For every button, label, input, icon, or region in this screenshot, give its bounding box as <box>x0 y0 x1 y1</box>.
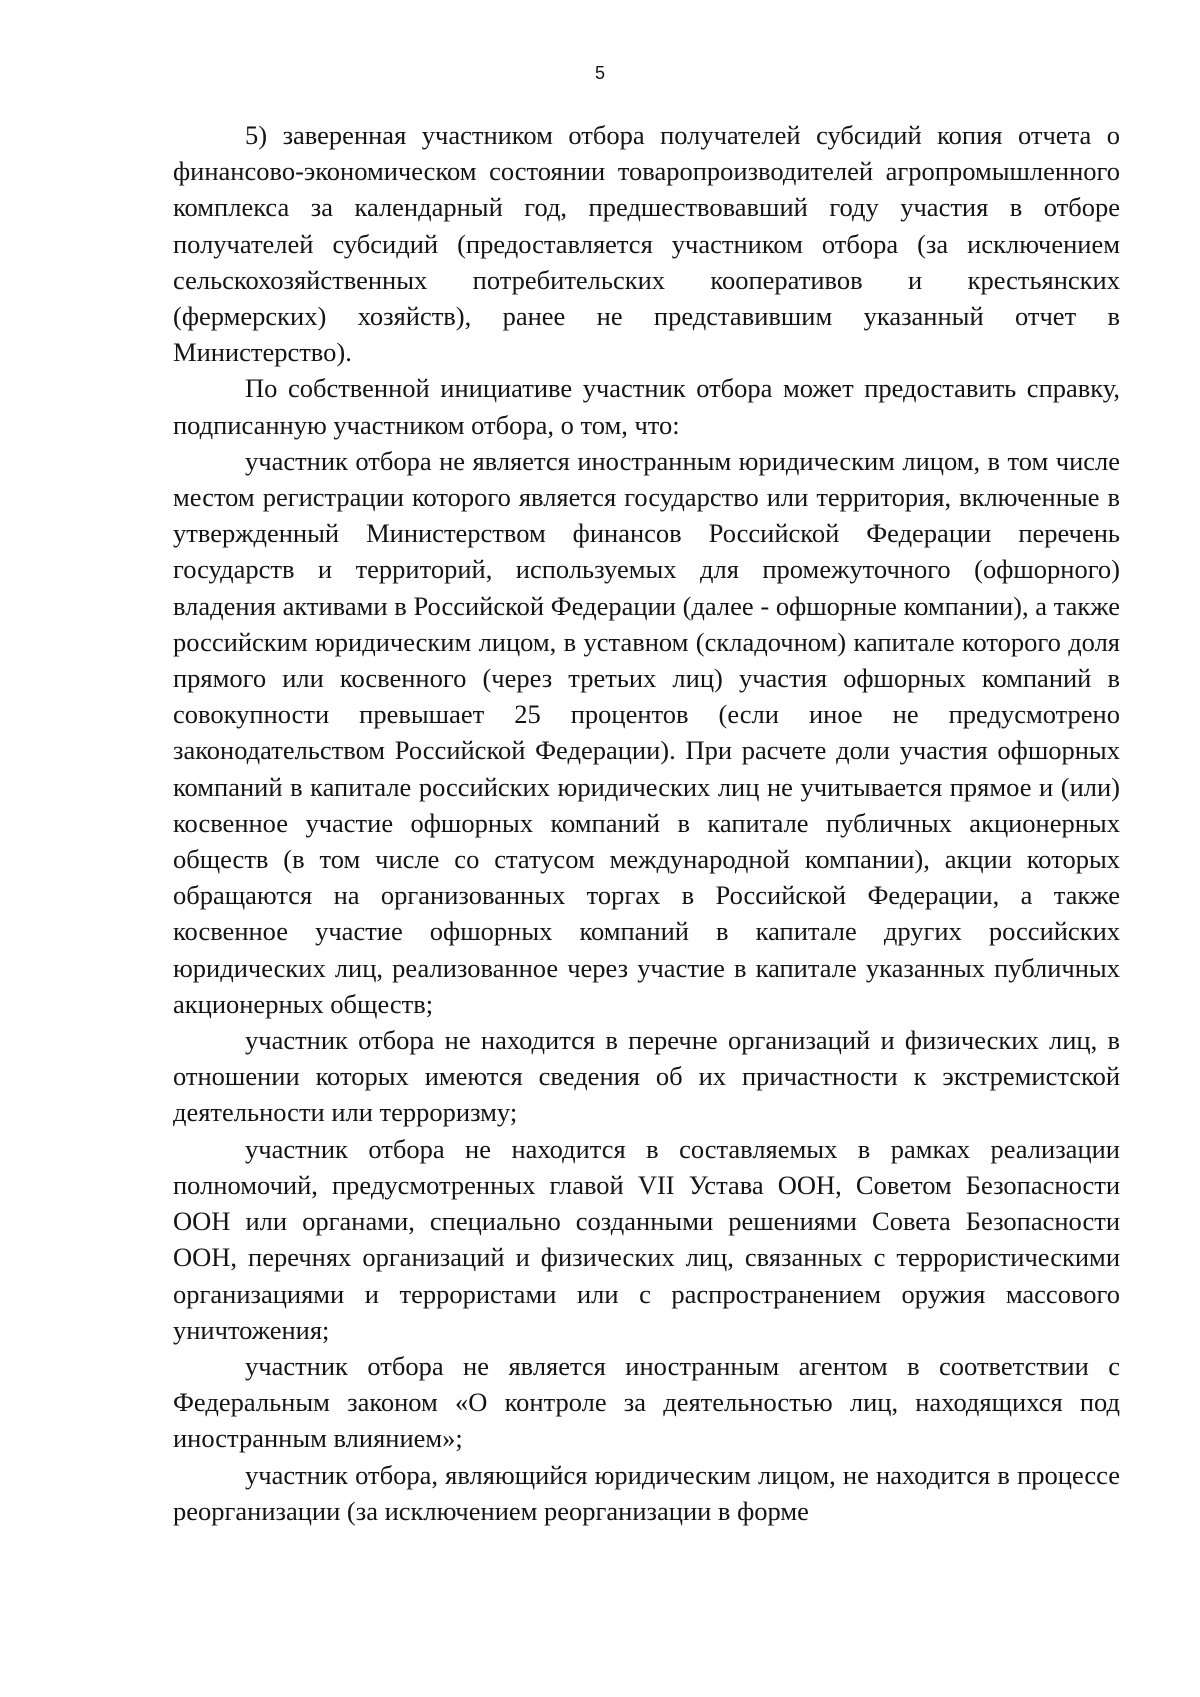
paragraph-foreign-agent: участник отбора не является иностранным агентом в соответствии с Федеральным законом «О контроле за деятельностью лиц, находящихся под иностранным влиянием»; <box>173 1350 1120 1454</box>
paragraph-reorganization: участник отбора, являющийся юридическим лицом, не находится в процессе реорганизации (за исключением реорганизации в форме <box>173 1459 1120 1526</box>
page-number: 5 <box>594 63 605 83</box>
paragraph-extremism-list: участник отбора не находится в перечне организаций и физических лиц, в отношении которых имеются сведения об их причастности к экстремистской деятельности или терроризму; <box>173 1025 1120 1128</box>
paragraph-own-initiative: По собственной инициативе участник отбора может предоставить справку, подписанную участником отбора, о том, что: <box>173 373 1120 440</box>
paragraph-report-copy: 5) заверенная участником отбора получателей субсидий копия отчета о финансово-экономическом состоянии товаропроизводителей агропромышленного комплекса за календарный год, предшествовавший году участия в отборе получателей субсидий (предоставляется участником отбора (за исключением сельскохозяйственных потребительских кооперативов и крестьянских (фермерских) хозяйств), ранее не представившим указанный отчет в Министерство). <box>173 120 1120 368</box>
paragraph-un-lists: участник отбора не находится в составляемых в рамках реализации полномочий, предусмотренных главой VII Устава ООН, Советом Безопасности ООН или органами, специально созданными решениями Совета Безопасности ООН, перечнях организаций и физических лиц, связанных с террористическими организациями и террористами или с распространением оружия массового уничтожения; <box>173 1133 1120 1345</box>
paragraph-offshore: участник отбора не является иностранным юридическим лицом, в том числе местом регистрации которого является государство или территория, включенные в утвержденный Министерством финансов Российской Федерации перечень государств и территорий, используемых для промежуточного (офшорного) владения активами в Российской Федерации (далее - офшорные компании), а также российским юридическим лицом, в уставном (складочном) капитале которого доля прямого или косвенного (через третьих лиц) участия офшорных компаний в совокупности превышает 25 процентов (если иное не предусмотрено законодательством Российской Федерации). При расчете доли участия офшорных компаний в капитале российских юридических лиц не учитывается прямое и (или) косвенное участие офшорных компаний в капитале публичных акционерных обществ (в том числе со статусом международной компании), акции которых обращаются на организованных торгах в Российской Федерации, а также косвенное участие офшорных компаний в капитале других российских юридических лиц, реализованное через участие в капитале указанных публичных акционерных обществ; <box>173 445 1120 1019</box>
document-body <box>173 117 1120 1529</box>
